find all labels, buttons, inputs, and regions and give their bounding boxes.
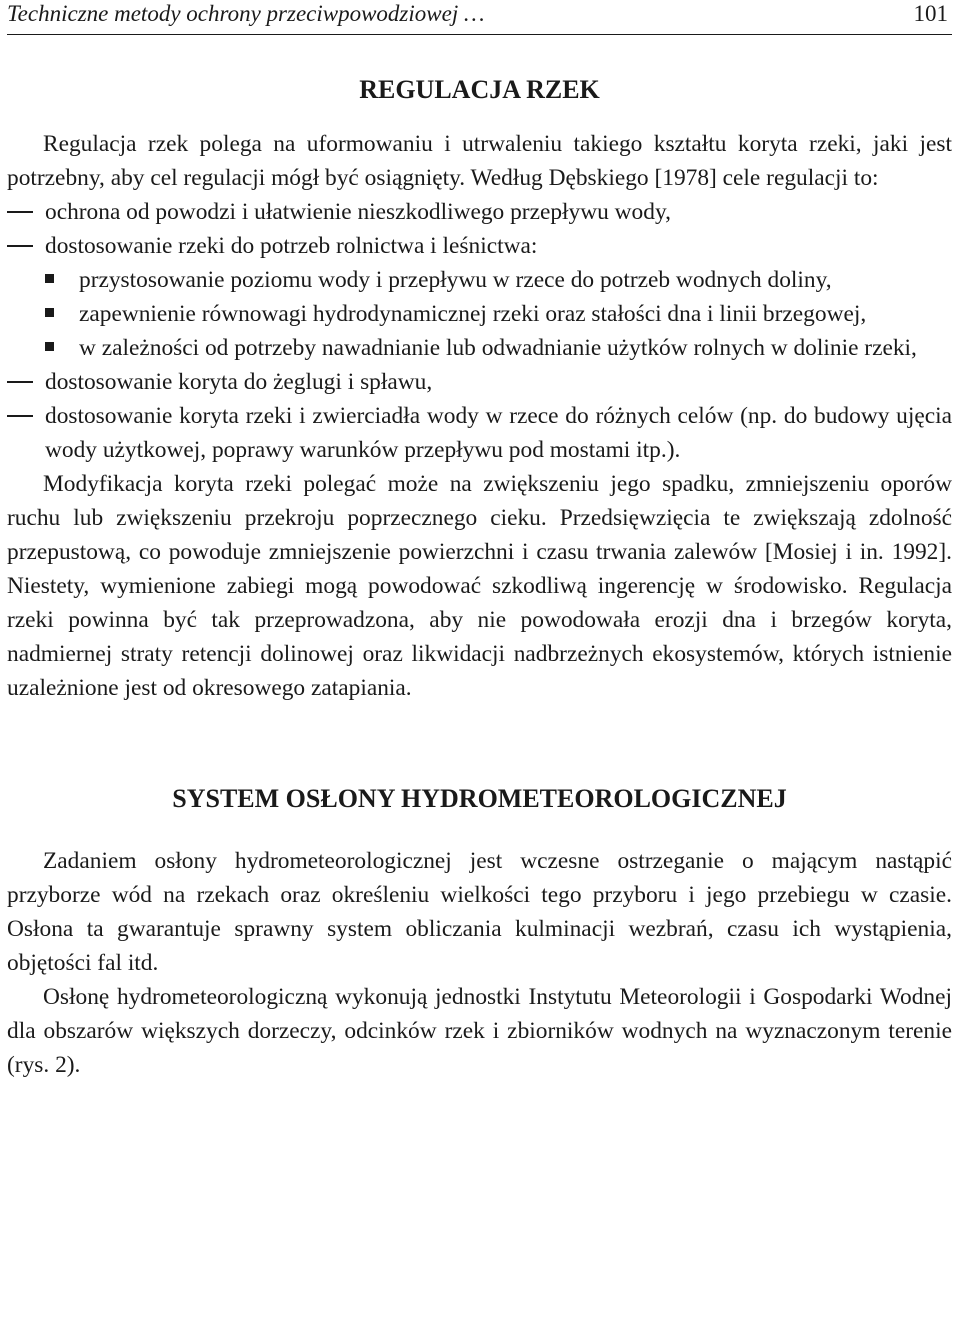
list-item	[7, 229, 952, 263]
dash-bullet-icon	[7, 245, 33, 247]
goals-list	[7, 195, 952, 467]
list-item	[7, 195, 952, 229]
dash-bullet-icon	[7, 415, 33, 417]
page-number: 101	[913, 1, 948, 26]
square-bullet-icon	[45, 342, 54, 351]
list-item-text: ochrona od powodzi i ułatwienie nieszkodliwego przepływu wody,	[45, 199, 671, 225]
sub-list-item	[7, 297, 952, 331]
modification-paragraph: Modyfikacja koryta rzeki polegać może na zwiększeniu jego spadku, zmniejszeniu oporów ruchu lub zwiększeniu przekroju poprzecznego cieku. Przedsięwzięcia te zwiększają zdolność przepustową, co powoduje zmniejszenie powierzchni i czasu trwania zalewów [Mosiej i in. 1992]. Niestety, wymienione zabiegi mogą powodować szkodliwą ingerencję w środowisko. Regulacja rzeki powinna być tak przeprowadzona, aby nie powodowała erozji dna i brzegów koryta, nadmiernej straty retencji dolinowej oraz likwidacji nadbrzeżnych ekosystemów, których istnienie uzależnione jest od okresowego zatapiania.	[7, 471, 952, 701]
square-bullet-icon	[45, 308, 54, 317]
dash-bullet-icon	[7, 381, 33, 383]
list-item	[7, 399, 952, 467]
task-paragraph: Zadaniem osłony hydrometeorologicznej jest wczesne ostrzeganie o mającym nastąpić przyborze wód na rzekach oraz określeniu wielkości tego przyboru i jego przebiegu w czasie. Osłona ta gwarantuje sprawny system obliczania kulminacji wezbrań, czasu ich wystąpienia, objętości fal itd.	[7, 848, 952, 976]
sub-list-item-text: zapewnienie równowagi hydrodynamicznej rzeki oraz stałości dna i linii brzegowej,	[79, 301, 867, 327]
section-body-regulacja	[7, 127, 952, 705]
running-title: Techniczne metody ochrony przeciwpowodziowej …	[7, 1, 485, 26]
dash-bullet-icon	[7, 211, 33, 213]
sub-list-item	[7, 331, 952, 365]
section-body-system-oslony	[7, 844, 952, 1082]
list-item-text: dostosowanie rzeki do potrzeb rolnictwa i leśnictwa:	[45, 233, 538, 259]
list-item	[7, 365, 952, 399]
institute-paragraph: Osłonę hydrometeorologiczną wykonują jednostki Instytutu Meteorologii i Gospodarki Wodnej dla obszarów większych dorzeczy, odcinków rzek i zbiorników wodnych na wyznaczonym terenie (rys. 2).	[7, 984, 952, 1078]
sub-list-item	[7, 263, 952, 297]
square-bullet-icon	[45, 274, 54, 283]
intro-paragraph: Regulacja rzek polega na uformowaniu i utrwaleniu takiego kształtu koryta rzeki, jaki jest potrzebny, aby cel regulacji mógł być osiągnięty. Według Dębskiego [1978] cele regulacji to:	[7, 131, 952, 191]
list-item-text: dostosowanie koryta do żeglugi i spławu,	[45, 369, 433, 395]
sub-list-item-text: w zależności od potrzeby nawadnianie lub odwadnianie użytków rolnych w dolinie rzeki,	[79, 335, 917, 361]
running-header	[7, 0, 952, 35]
section-heading-regulacja: REGULACJA RZEK	[359, 75, 600, 104]
list-item-text: dostosowanie koryta rzeki i zwierciadła wody w rzece do różnych celów (np. do budowy ujęcia wody użytkowej, poprawy warunków przepływu pod mostami itp.).	[45, 403, 952, 463]
section-heading-system-oslony: SYSTEM OSŁONY HYDROMETEOROLOGICZNEJ	[172, 784, 787, 813]
sub-list-item-text: przystosowanie poziomu wody i przepływu w rzece do potrzeb wodnych doliny,	[79, 267, 832, 293]
